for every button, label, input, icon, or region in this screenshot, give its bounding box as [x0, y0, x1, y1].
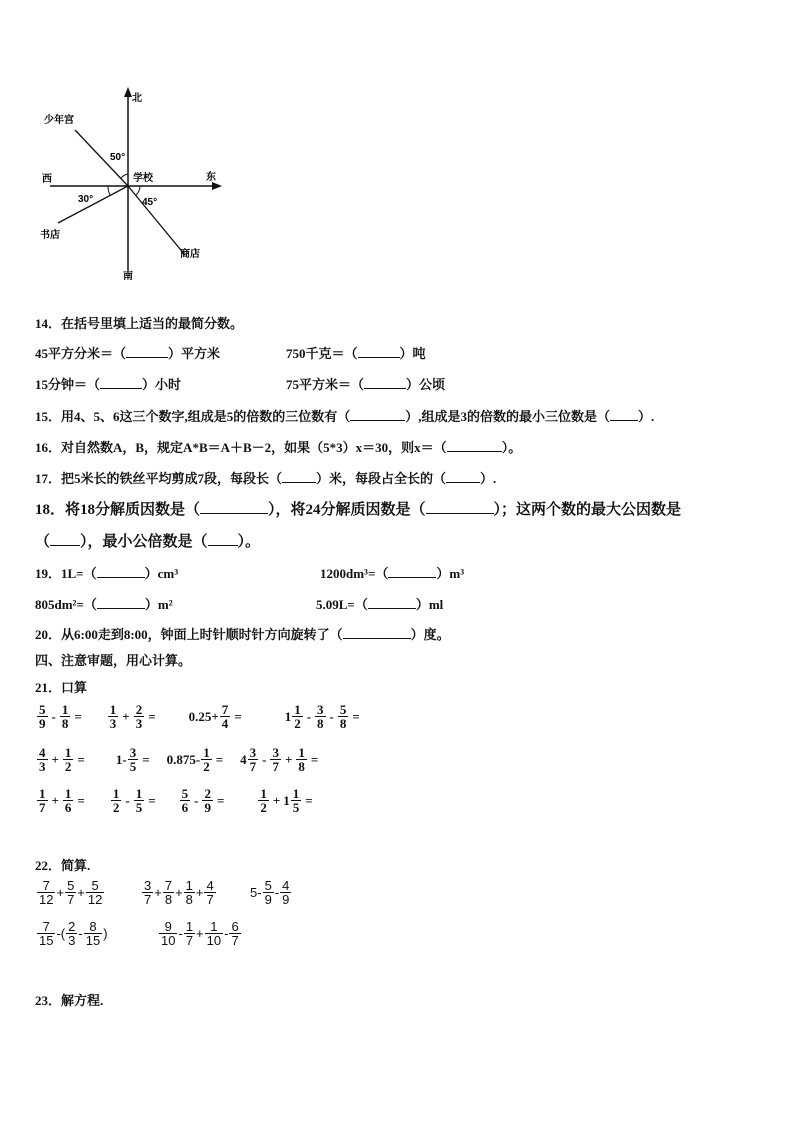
q14-c-right: ）小时: [142, 377, 182, 392]
q15-blank-2[interactable]: [610, 410, 638, 421]
fraction: $\frac{2}{9}$: [204, 786, 211, 815]
angle-50-arc: [121, 174, 128, 178]
q17-blank-1[interactable]: [282, 472, 316, 483]
q14-item-c: [35, 374, 181, 393]
fraction: $\frac{1}{2}$: [64, 745, 72, 774]
q18-blank-4[interactable]: [208, 535, 238, 546]
fraction: $\frac{2}{3}$: [135, 702, 143, 731]
fraction: $\frac{1}{7}$: [185, 919, 194, 948]
fraction: $\frac{1}{2}$: [203, 745, 210, 774]
q14-b-left: 750千克＝（: [286, 346, 358, 361]
q22-title: 22．简算.: [35, 858, 91, 873]
q14-a-left: 45平方分米＝（: [35, 346, 127, 361]
q19-c-right: ）m²: [144, 597, 173, 612]
q15: [35, 406, 654, 425]
q17-text-3: ）.: [480, 471, 497, 486]
fraction: $\frac{5}{12}$: [87, 878, 103, 907]
q18-line-2: [35, 530, 260, 551]
fraction: $\frac{5}{7}$: [67, 878, 75, 907]
q20-blank[interactable]: [343, 628, 411, 639]
q14-d-blank[interactable]: [364, 378, 406, 389]
fraction: $\frac{1}{5}$: [135, 786, 143, 815]
q20: [35, 624, 450, 643]
fraction: $\frac{1}{3}$: [109, 702, 117, 731]
fraction: $\frac{9}{10}$: [161, 919, 176, 948]
q14-b-right: ）吨: [399, 346, 426, 361]
q18-text-6: ）。: [237, 534, 261, 550]
fraction: $\frac{2}{3}$: [68, 919, 76, 948]
fraction: $\frac{1}{2}$: [112, 786, 120, 815]
q14-c-left: 15分钟＝（: [35, 377, 101, 392]
q14-b-blank[interactable]: [358, 347, 400, 358]
q19-d-left: 5.09L=（: [316, 597, 368, 612]
q14-a-right: ）平方米: [168, 346, 221, 361]
fraction: $\frac{5}{9}$: [264, 878, 272, 907]
section-4-heading: 四、注意审题，用心计算。: [35, 653, 192, 668]
fraction: $\frac{7}{15}$: [39, 919, 54, 948]
q19-a-left: 19．1L=（: [35, 566, 97, 581]
q21-title: 21．口算: [35, 680, 88, 695]
fraction: $\frac{3}{7}$: [249, 745, 257, 774]
q14-d-left: 75平方米＝（: [286, 377, 365, 392]
north-arrow: [124, 87, 132, 97]
fraction: $\frac{7}{4}$: [221, 702, 229, 731]
q15-text-2: ）,组成是3的倍数的最小三位数是（: [405, 409, 611, 424]
q19-c-left: 805dm²=（: [35, 597, 97, 612]
q19-item-a: [35, 563, 178, 582]
q19-d-blank[interactable]: [368, 598, 416, 609]
q20-text-1: 20．从6:00走到8:00，钟面上时针顺时针方向旋转了（: [35, 627, 343, 642]
q22-expr-4: $\frac{7}{15}$ -( $\frac{2}{3}$ - $\frac{8}{15}$ ): [39, 919, 108, 948]
q23-title: 23．解方程.: [35, 993, 104, 1008]
fraction: $\frac{5}{6}$: [181, 786, 189, 815]
q19-item-d: [316, 594, 443, 613]
q19-b-blank[interactable]: [388, 567, 436, 578]
q16-text-2: ）。: [501, 440, 522, 455]
fraction: $\frac{1}{10}$: [206, 919, 222, 948]
q14-item-d: [286, 374, 445, 393]
q22-expr-1: $\frac{7}{12}$ + $\frac{5}{7}$ + $\frac{5}{12}$: [39, 878, 103, 907]
q22-expr-2: $\frac{3}{7}$ + $\frac{7}{8}$ + $\frac{1}{8}$ + $\frac{4}{7}$: [144, 878, 214, 907]
q19-item-c: [35, 594, 173, 613]
fraction: $\frac{8}{15}$: [85, 919, 101, 948]
q19-item-b: [320, 563, 464, 582]
east-arrow: [212, 182, 222, 190]
q22-expr-5: $\frac{9}{10}$ - $\frac{1}{7}$ + $\frac{1}{10}$ - $\frac{6}{7}$: [161, 919, 239, 948]
angle-50-label: 50°: [110, 152, 126, 163]
q14-d-right: ）公顷: [406, 377, 446, 392]
fraction: $\frac{5}{8}$: [339, 702, 347, 731]
q19-d-right: ）ml: [415, 597, 444, 612]
q14-c-blank[interactable]: [100, 378, 142, 389]
fraction: $\frac{6}{7}$: [231, 919, 239, 948]
school-label: 学校: [133, 173, 153, 184]
q20-text-2: ）度。: [410, 627, 450, 642]
q17: [35, 468, 496, 487]
q15-text-1: 15．用4、5、6这三个数字,组成是5的倍数的三位数有（: [35, 409, 351, 424]
q16-blank[interactable]: [447, 441, 502, 452]
fraction: $\frac{7}{8}$: [164, 878, 173, 907]
q21-row-3: $\frac{1}{7}$ + $\frac{1}{6}$ = $\frac{1}{2}$ - $\frac{1}{5}$ = $\frac{5}{6}$ - $\frac{2}{9}$ = $\frac{1}{2}$ + 1 $\frac{1}{5}$ =: [39, 786, 313, 815]
fraction: $\frac{4}{3}$: [39, 745, 46, 774]
q19-b-right: ）m³: [436, 566, 465, 581]
fraction: $\frac{3}{7}$: [272, 745, 279, 774]
q19-c-blank[interactable]: [97, 598, 145, 609]
q14-stem: 14．在括号里填上适当的最简分数。: [35, 316, 244, 331]
south-label: 南: [123, 271, 133, 282]
east-label: 东: [206, 172, 216, 183]
angle-45-label: 45°: [142, 197, 158, 208]
q16: [35, 437, 521, 456]
q18-text-2: ），将24分解质因数是（: [268, 502, 426, 518]
q19-a-right: ）cm³: [144, 566, 179, 581]
fraction: $\frac{1}{8}$: [61, 702, 69, 731]
q18-blank-1[interactable]: [200, 503, 268, 514]
q15-text-3: ）.: [638, 409, 655, 424]
q16-text-1: 16．对自然数A，B，规定A*B＝A＋B－2，如果（5*3）x＝30，则x＝（: [35, 440, 447, 455]
fraction: $\frac{1}{8}$: [298, 745, 305, 774]
fraction: $\frac{1}{6}$: [64, 786, 72, 815]
fraction: $\frac{3}{5}$: [129, 745, 137, 774]
fraction: $\frac{3}{7}$: [144, 878, 152, 907]
bookstore-label: 书店: [40, 230, 60, 241]
q18-text-4: （: [35, 534, 51, 550]
q18-text-5: ），最小公倍数是（: [80, 534, 208, 550]
q18-text-1: 18．将18分解质因数是（: [35, 502, 201, 518]
fraction: $\frac{1}{2}$: [294, 702, 301, 731]
q18-line-1: [35, 498, 681, 519]
q21-row-2: $\frac{4}{3}$ + $\frac{1}{2}$ = 1- $\frac{3}{5}$ = 0.875- $\frac{1}{2}$ = 4 $\frac{3}{7}$ - $\frac{3}{7}$ + $\frac{1}{8}$ =: [39, 745, 319, 774]
fraction: $\frac{4}{9}$: [282, 878, 290, 907]
fraction: $\frac{1}{8}$: [185, 878, 193, 907]
q22-expr-3: 5- $\frac{5}{9}$ - $\frac{4}{9}$: [250, 878, 290, 907]
fraction: $\frac{1}{7}$: [39, 786, 46, 815]
q14-item-a: [35, 343, 220, 362]
shop-label: 商店: [180, 249, 200, 260]
q19-a-blank[interactable]: [97, 567, 145, 578]
q17-text-1: 17．把5米长的铁丝平均剪成7段，每段长（: [35, 471, 283, 486]
fraction: $\frac{4}{7}$: [206, 878, 214, 907]
angle-45-arc: [136, 186, 140, 195]
q21-row-1: $\frac{5}{9}$ - $\frac{1}{8}$ = $\frac{1}{3}$ + $\frac{2}{3}$ = 0.25+ $\frac{7}{4}$ = 1 $\frac{1}{2}$ - $\frac{3}{8}$ - $\frac{5}{8}$ =: [39, 702, 360, 731]
q17-text-2: ）米，每段占全长的（: [316, 471, 447, 486]
fraction: $\frac{5}{9}$: [39, 702, 46, 731]
fraction: $\frac{1}{2}$: [260, 786, 267, 815]
angle-30-label: 30°: [78, 194, 94, 205]
q14-item-b: [286, 343, 426, 362]
direction-diagram: [30, 85, 250, 285]
fraction: $\frac{1}{5}$: [292, 786, 300, 815]
fraction: $\frac{7}{12}$: [39, 878, 54, 907]
fraction: $\frac{3}{8}$: [317, 702, 324, 731]
west-label: 西: [42, 174, 52, 185]
q15-blank-1[interactable]: [350, 410, 405, 421]
q18-text-3: ）；这两个数的最大公因数是: [493, 502, 682, 518]
q19-b-left: 1200dm³=（: [320, 566, 389, 581]
angle-30-arc: [108, 186, 110, 195]
north-label: 北: [132, 93, 142, 104]
youth-palace-label: 少年宫: [44, 115, 74, 126]
q18-blank-3[interactable]: [50, 535, 80, 546]
q18-blank-2[interactable]: [426, 503, 494, 514]
q14-a-blank[interactable]: [126, 347, 168, 358]
q17-blank-2[interactable]: [446, 472, 480, 483]
